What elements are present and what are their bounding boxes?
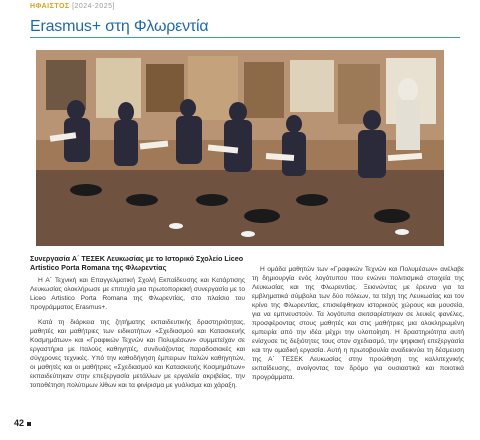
right-column [252, 265, 464, 388]
article-title: Erasmus+ στη Φλωρεντία [30, 18, 209, 35]
page-marker-square [27, 422, 31, 426]
left-paragraph-2: Κατά τη διάρκεια της ζητήματης εκπαιδευτικής δραστηριότητας, μαθητές και μαθήτριες των ειδικοτήτων «Σχεδιασμού και Κατασκευής Κοσμημάτων» και «Γραφικών Τεχνών και Πολυμέσων» συμμετείχαν σε εργαστήρια με Ιταλούς καθηγητές, συνδυάζοντας παραδοσιακές και σύγχρονες τεχνικές. Υπό την καθοδήγηση έμπειρων Ιταλών καθηγητών, οι μαθητές και οι μαθήτριες «Σχεδιασμού και Κατασκευής Κοσμημάτων» εκπαιδεύτηκαν στην επεξεργασία μετάλλων με εργαλεία ακριβείας, την τοποθέτηση πολύτιμων λίθων και τα φινίρισμα με γυάλισμα και χάραξη. [30, 319, 245, 389]
left-column [30, 276, 245, 396]
header-label [30, 3, 115, 10]
page-number-value: 42 [14, 418, 25, 428]
article-subheading: Συνεργασία Α΄ ΤΕΣΕΚ Λευκωσίας με το Ιστορικό Σχολείο Liceo Artistico Porta Romana της Φλωρεντίας [30, 254, 244, 272]
magazine-name: ΗΦΑΙΣΤΟΣ [30, 3, 70, 10]
issue-years: [2024-2025] [72, 3, 115, 10]
article-photo [36, 50, 444, 246]
art-studio-photo-illustration [36, 50, 444, 246]
page-number [14, 418, 31, 428]
right-paragraph-1: Η ομάδα μαθητών των «Γραφικών Τεχνών και Πολυμέσων» ανέλαβε τη δημιουργία ενός λογότυπου που ενώνει πολιτισμικά στοιχεία της Λευκωσίας και της Φλωρεντίας. Ξεκινώντας με έρευνα για τα εμβληματικά σύμβολα των δύο πόλεων, τα τείχη της Λευκωσίας και τον κρίνο της Φλωρεντίας, επισκέφθηκαν ιστορικούς χώρους και μουσεία, για να εμπνευστούν. Τα λογότυπα σκιτσαρίστηκαν σε λευκές φανέλες, προσφέροντας στους μαθητές και στις μαθήτριες μια ολοκληρωμένη εμπειρία από την ιδέα μέχρι την υλοποίηση. Η δραστηριότητα αυτή ενίσχυσε τις δεξιότητες τους στον σχεδιασμό, την ψηφιακή επεξεργασία και την ομαδική εργασία. Αυτή η πρωτοβουλία αναδεικνύει τη δέσμευση της Α΄ ΤΕΣΕΚ Λευκωσίας στην προώθηση της καλλιτεχνικής εκπαίδευσης, ανοίγοντας τον δρόμο για ουσιαστικά και ποιοτικά προγράμματα. [252, 266, 464, 381]
title-divider [30, 37, 460, 38]
left-paragraph-1: Η Α΄ Τεχνική και Επαγγελματική Σχολή Εκπαίδευσης και Κατάρτισης Λευκωσίας ολοκλήρωσε με επιτυχία μια πρωτοποριακή συνεργασία με το Liceo Artistico Porta Romana της Φλωρεντίας, στο πλαίσιο του προγράμματος Erasmus+. [30, 277, 245, 311]
magazine-header [0, 0, 480, 14]
